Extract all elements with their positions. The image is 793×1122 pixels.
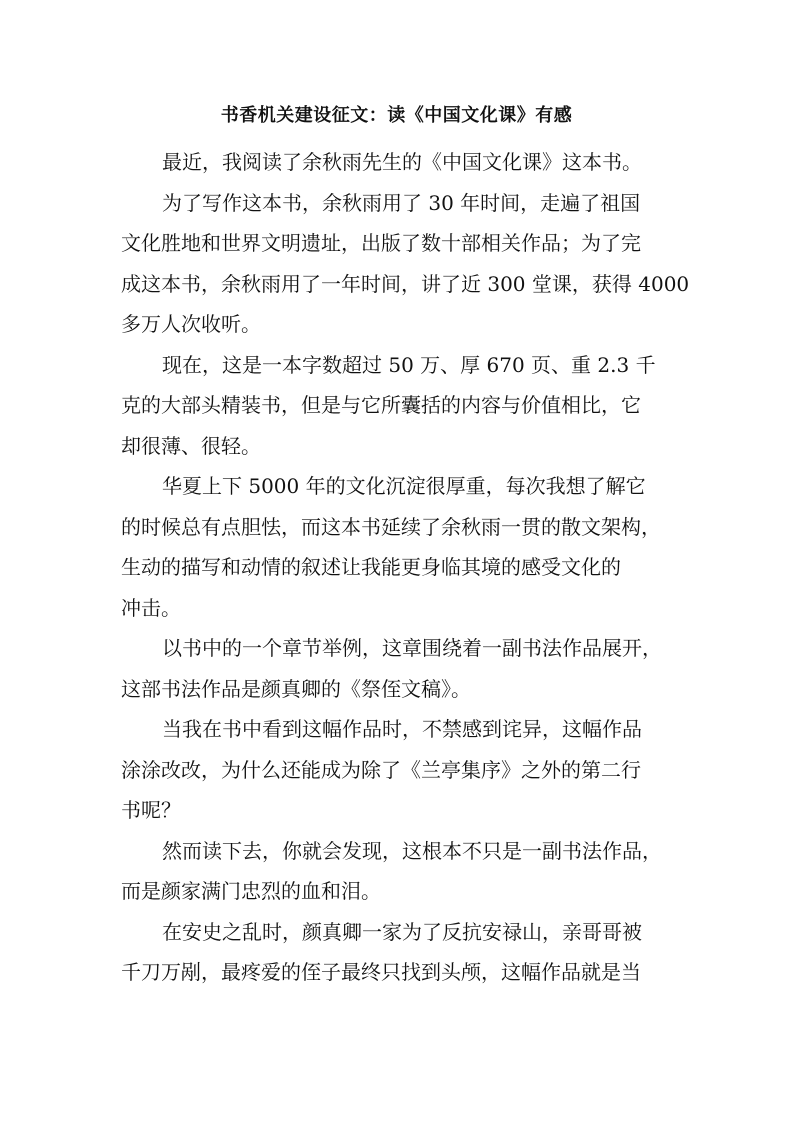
- text-line: 成这本书，余秋雨用了一年时间，讲了近 300 堂课，获得 4000: [121, 271, 690, 296]
- paragraph: [121, 183, 690, 345]
- paragraph: [121, 912, 681, 993]
- text-line: 而是颜家满门忠烈的血和泪。: [121, 879, 381, 903]
- text-line: 却很薄、很轻。: [121, 433, 261, 458]
- paragraph: [121, 142, 681, 183]
- text-line: 的时候总有点胆怯，而这本书延续了余秋雨一贯的散文架构，: [121, 514, 661, 539]
- paragraph: [121, 628, 681, 709]
- text-line: 文化胜地和世界文明遗址，出版了数十部相关作品；为了完: [121, 231, 641, 255]
- text-line: 克的大部头精装书，但是与它所囊括的内容与价值相比，它: [121, 393, 641, 417]
- paragraph: [121, 831, 681, 912]
- text-line: 冲击。: [121, 595, 181, 620]
- text-line: 在安史之乱时，颜真卿一家为了反抗安禄山，亲哥哥被: [162, 919, 642, 944]
- text-line: 生动的描写和动情的叙述让我能更身临其境的感受文化的: [121, 555, 621, 579]
- text-line: 华夏上下 5000 年的文化沉淀很厚重，每次我想了解它: [162, 474, 646, 498]
- document-body: [121, 142, 690, 993]
- document-title: 书香机关建设征文：读《中国文化课》有感: [220, 105, 573, 126]
- paragraph: [121, 345, 681, 467]
- text-line: 最近，我阅读了余秋雨先生的《中国文化课》这本书。: [162, 150, 642, 174]
- text-line: 当我在书中看到这幅作品时，不禁感到诧异，这幅作品: [162, 717, 642, 741]
- text-line: 以书中的一个章节举例，这章围绕着一副书法作品展开，: [162, 636, 662, 660]
- text-line: 现在，这是一本字数超过 50 万、厚 670 页、重 2.3 千: [162, 352, 656, 377]
- text-line: 涂涂改改，为什么还能成为除了《兰亭集序》之外的第二行: [121, 757, 641, 782]
- text-line: 为了写作这本书，余秋雨用了 30 年时间，走遍了祖国: [162, 190, 641, 215]
- text-line: 书呢？: [121, 798, 181, 822]
- text-line: 这部书法作品是颜真卿的《祭侄文稿》。: [121, 676, 471, 701]
- text-line: 千刀万剐，最疼爱的侄子最终只找到头颅，这幅作品就是当: [121, 960, 641, 984]
- paragraph: [121, 709, 681, 831]
- text-line: 多万人次收听。: [121, 312, 261, 336]
- text-line: 然而读下去，你就会发现，这根本不只是一副书法作品，: [162, 838, 662, 863]
- paragraph: [121, 466, 681, 628]
